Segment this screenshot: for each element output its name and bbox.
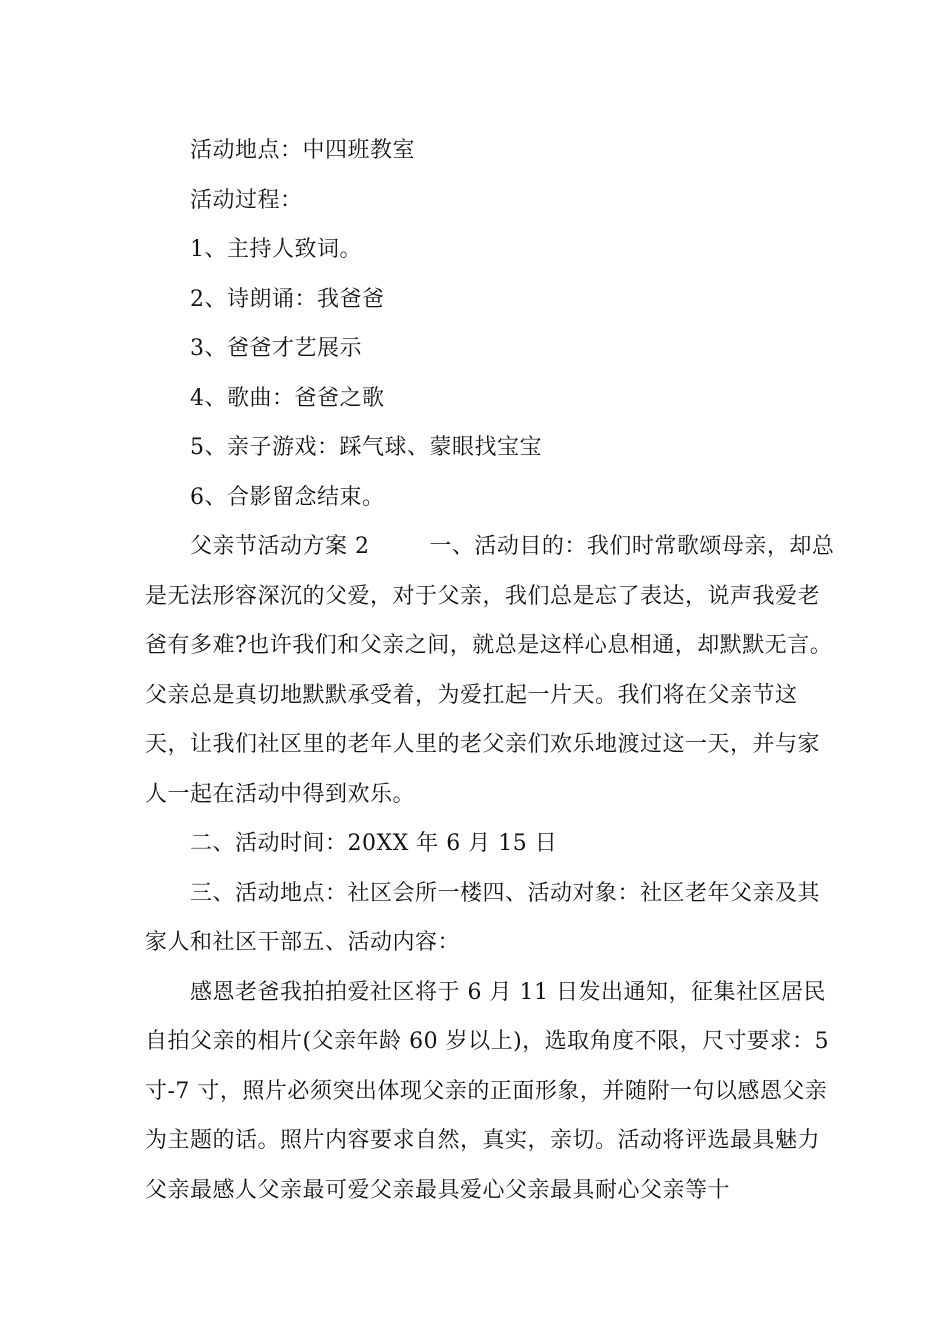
list-item-2: 2、诗朗诵：我爸爸 bbox=[190, 286, 385, 312]
paragraph-process-heading: 活动过程： bbox=[190, 187, 303, 213]
paragraph-plan-2-purpose: 父亲节活动方案 2 一、活动目的：我们时常歌颂母亲，却总是无法形容深沉的父爱，对于父亲，我们总是忘了表达，说声我爱老爸有多难?也许我们和父亲之间，就总是这样心息相通，却默默无言。父亲总是真切地默默承受着，为爱扛起一片天。我们将在父亲节这天，让我们社区里的老年人里的老父亲们欢乐地渡过这一天，并与家人一起在活动中得到欢乐。 bbox=[145, 534, 835, 807]
list-item-3: 3、爸爸才艺展示 bbox=[190, 336, 362, 361]
list-item-4: 4、歌曲：爸爸之歌 bbox=[190, 385, 385, 411]
list-item-6: 6、合影留念结束。 bbox=[190, 484, 385, 510]
document-body bbox=[145, 126, 835, 1215]
paragraph-activity-content: 感恩老爸我拍拍爱社区将于 6 月 11 日发出通知，征集社区居民自拍父亲的相片(父亲年龄 60 岁以上)，选取角度不限，尺寸要求：5 寸-7 寸，照片必须突出体现父亲的正面形象，并随附一句以感恩父亲为主题的话。照片内容要求自然，真实，亲切。活动将评选最具魅力父亲最感人父亲最可爱父亲最具爱心父亲最具耐心父亲等十 bbox=[145, 979, 837, 1203]
paragraph-location: 活动地点：中四班教室 bbox=[190, 138, 416, 163]
paragraph-activity-time: 二、活动时间：20XX 年 6 月 15 日 bbox=[190, 831, 558, 856]
list-item-1: 1、主持人致词。 bbox=[190, 237, 362, 262]
list-item-5: 5、亲子游戏：踩气球、蒙眼找宝宝 bbox=[190, 435, 542, 460]
paragraph-activity-location: 三、活动地点：社区会所一楼四、活动对象：社区老年父亲及其家人和社区干部五、活动内容： bbox=[145, 880, 821, 955]
